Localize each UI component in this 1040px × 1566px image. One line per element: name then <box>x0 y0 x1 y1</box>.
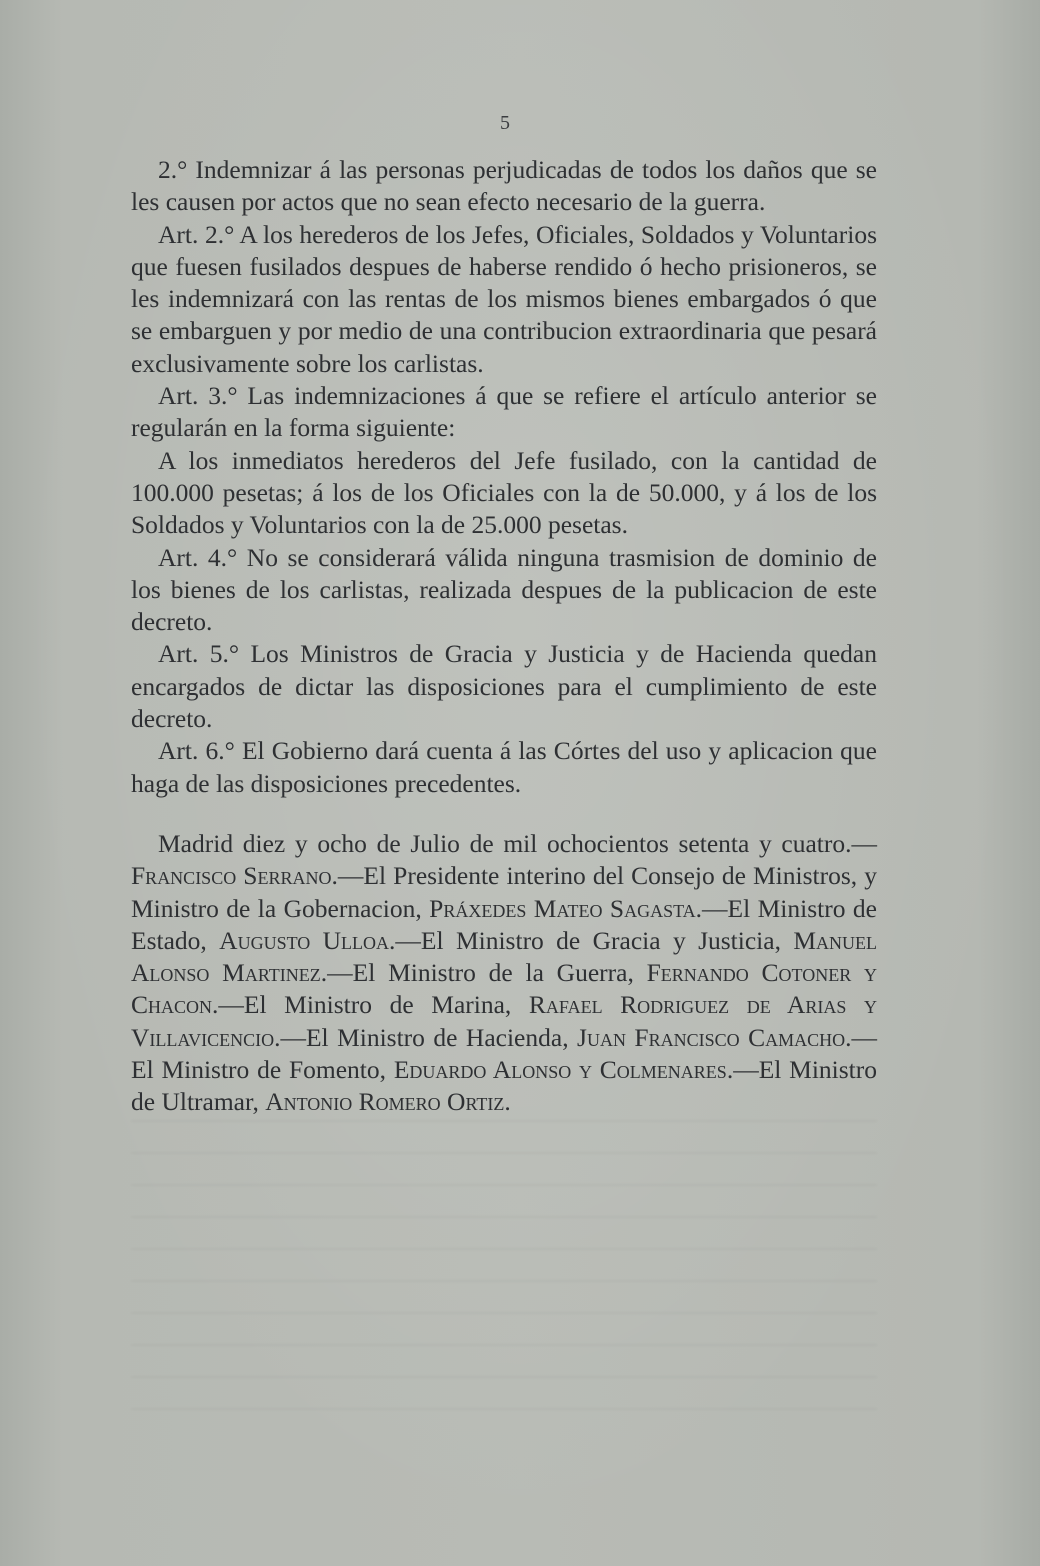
signatory-name: Fernando Cotoner y Chacon <box>131 958 877 1020</box>
signatory-name: Rafael Rodriguez de Arias y Villavicencio <box>131 990 877 1052</box>
signature-text: .—El Ministro de la Guerra, <box>320 958 647 988</box>
paragraph-article-5: Art. 5.° Los Ministros de Gracia y Justicia y de Hacienda quedan encargados de dictar las disposiciones para el cumplimiento de este decreto. <box>131 639 877 734</box>
page-number: 5 <box>500 112 510 134</box>
signature-text: .—El Ministro de Estado, <box>131 893 877 955</box>
signatory-name: Manuel Alonso Martinez <box>131 925 877 988</box>
signatory-name: Antonio Romero Ortiz <box>265 1087 505 1117</box>
signatory-name: Eduardo Alonso y Colmenares <box>393 1055 727 1085</box>
signature-text: .—El Ministro de Fomento, <box>131 1022 877 1085</box>
paragraph-article-2: Art. 2.° A los herederos de los Jefes, Oficiales, Soldados y Voluntarios que fuesen fusilados despues de haberse rendido ó hecho prisioneros, se les indemnizará con las rentas de los mismos bienes embargados ó que se embarguen y por medio de una contribucion extraordinaria que pesará exclusivamente sobre los carlistas. <box>131 219 877 378</box>
paragraph-indemnity-amounts: A los inmediatos herederos del Jefe fusilado, con la cantidad de 100.000 pesetas; á los de los Oficiales con la de 50.000, y á los de los Soldados y Voluntarios con la de 25.000 pesetas. <box>131 445 877 540</box>
signature-text: .—El Ministro de Marina, <box>212 990 529 1020</box>
signature-text: .—El Ministro de Ultramar, <box>131 1055 877 1117</box>
paragraph-item-2: 2.° Indemnizar á las personas perjudicadas de todos los daños que se les causen por actos que no sean efecto necesario de la guerra. <box>131 155 877 217</box>
body-text <box>131 154 877 800</box>
signature-text: .—El Ministro de Hacienda, <box>274 1022 578 1052</box>
signatory-name: Práxedes Mateo Sagasta <box>429 893 696 923</box>
paragraph-article-3: Art. 3.° Las indemnizaciones á que se refiere el artículo anterior se regularán en la forma siguiente: <box>131 381 877 443</box>
show-through-texture <box>131 1120 877 1420</box>
signatory-name: Juan Francisco Camacho <box>577 1022 846 1052</box>
signatory-name: Francisco Serrano <box>131 861 332 891</box>
signatory-name: Augusto Ulloa <box>219 925 390 955</box>
signature-text: .—El Presidente interino del Consejo de Ministros, y Ministro de la Gobernacion, <box>131 861 877 923</box>
signature-text: .—El Ministro de Gracia y Justicia, <box>389 925 794 955</box>
signature-block <box>131 828 877 1119</box>
paragraph-article-4: Art. 4.° No se considerará válida ninguna trasmision de dominio de los bienes de los carlistas, realizada despues de la publicacion de este decreto. <box>131 542 877 637</box>
paragraph-article-6: Art. 6.° El Gobierno dará cuenta á las Córtes del uso y aplicacion que haga de las disposiciones precedentes. <box>131 736 877 798</box>
date-line: Madrid diez y ocho de Julio de mil ochocientos setenta y cuatro.— <box>158 829 877 858</box>
signature-text: . <box>504 1087 511 1117</box>
